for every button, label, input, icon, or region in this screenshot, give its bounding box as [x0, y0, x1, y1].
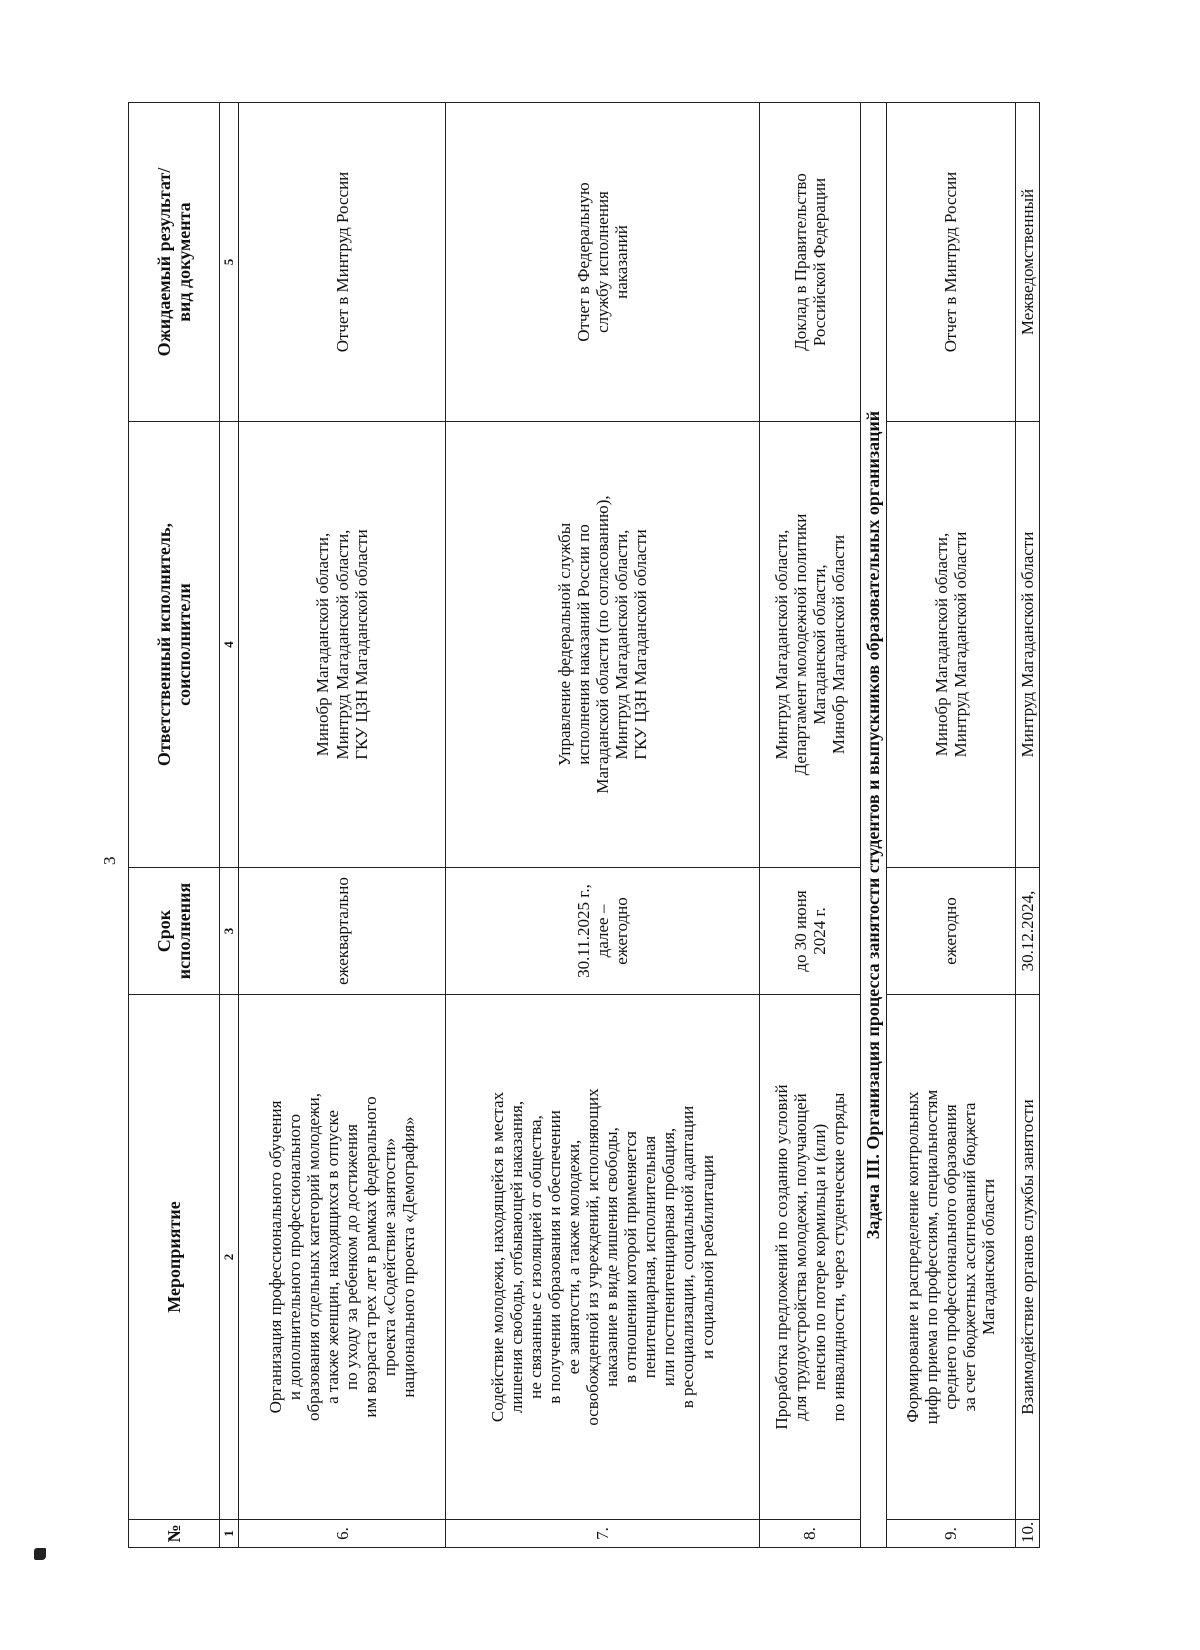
result-cell: Межведомственный — [1015, 103, 1039, 422]
executor-cell: Минтруд Магаданской области, Департамент молодежной политики Магаданской области, Минобр Магаданской области — [759, 422, 860, 868]
row-number: 8. — [759, 1520, 860, 1548]
scan-artifact — [34, 1548, 46, 1560]
term-cell: до 30 июня 2024 г. — [759, 868, 860, 995]
header-result: Ожидаемый результат/ вид документа — [129, 103, 220, 422]
table-row — [759, 103, 860, 1548]
result-cell: Отчет в Минтруд России — [239, 103, 445, 422]
header-row — [129, 103, 220, 1548]
col-number: 5 — [219, 103, 239, 422]
event-cell: Организация профессионального обучения и дополнительного профессионального образования отдельных категорий молодежи, а также женщин, находящихся в отпуске по уходу за ребенком до достижения им возраста трех лет в рамках федерального проекта «Содействие занятости» национального проекта «Демография» — [239, 995, 445, 1520]
task-heading-row — [860, 103, 886, 1548]
row-number: 9. — [886, 1520, 1015, 1548]
row-number: 6. — [239, 1520, 445, 1548]
rotated-table-container — [128, 103, 1040, 1548]
event-cell: Формирование и распределение контрольных цифр приема по профессиям, специальностям среднего профессионального образования за счет бюджетных ассигнований бюджета Магаданской области — [886, 995, 1015, 1520]
action-plan-table — [128, 102, 1040, 1548]
term-cell: ежеквартально — [239, 868, 445, 995]
header-num: № — [129, 1520, 220, 1548]
row-number: 10. — [1015, 1520, 1039, 1548]
term-cell: ежегодно — [886, 868, 1015, 995]
result-cell: Отчет в Минтруд России — [886, 103, 1015, 422]
task-heading: Задача III. Организация процесса занятости студентов и выпускников образовательных организаций — [860, 103, 886, 1548]
col-number: 3 — [219, 868, 239, 995]
header-executor: Ответственный исполнитель, соисполнители — [129, 422, 220, 868]
table-row — [239, 103, 445, 1548]
term-cell: 30.11.2025 г., далее – ежегодно — [445, 868, 759, 995]
event-cell: Содействие молодежи, находящейся в местах лишения свободы, отбывающей наказания, не связанные с изоляцией от общества, в получении образования и обеспечении ее занятости, а также молодежи, освобожденной из учреждений, исполняющих наказание в виде лишения свободы, в отношении которой применяется пенитенциарная, исполнительная или постпенитенциарная пробация, в ресоциализации, социальной адаптации и социальной реабилитации — [445, 995, 759, 1520]
term-cell: 30.12.2024, — [1015, 868, 1039, 995]
executor-cell: Минобр Магаданской области, Минтруд Магаданской области, ГКУ ЦЗН Магаданской области — [239, 422, 445, 868]
table-row — [886, 103, 1015, 1548]
table-row — [445, 103, 759, 1548]
header-term: Срок исполнения — [129, 868, 220, 995]
col-number: 1 — [219, 1520, 239, 1548]
page-number: 3 — [100, 856, 119, 865]
header-event: Мероприятие — [129, 995, 220, 1520]
result-cell: Отчет в Федеральную службу исполнения наказаний — [445, 103, 759, 422]
executor-cell: Минобр Магаданской области, Минтруд Магаданской области — [886, 422, 1015, 868]
column-number-row — [219, 103, 239, 1548]
executor-cell: Минтруд Магаданской области — [1015, 422, 1039, 868]
table-row — [1015, 103, 1039, 1548]
event-cell: Взаимодействие органов службы занятости — [1015, 995, 1039, 1520]
event-cell: Проработка предложений по созданию условий для трудоустройства молодежи, получающей пенсию по потере кормильца и (или) по инвалидности, через студенческие отряды — [759, 995, 860, 1520]
row-number: 7. — [445, 1520, 759, 1548]
col-number: 4 — [219, 422, 239, 868]
col-number: 2 — [219, 995, 239, 1520]
result-cell: Доклад в Правительство Российской Федерации — [759, 103, 860, 422]
executor-cell: Управление федеральной службы исполнения наказаний России по Магаданской области (по согласованию), Минтруд Магаданской области, ГКУ ЦЗН Магаданской области — [445, 422, 759, 868]
